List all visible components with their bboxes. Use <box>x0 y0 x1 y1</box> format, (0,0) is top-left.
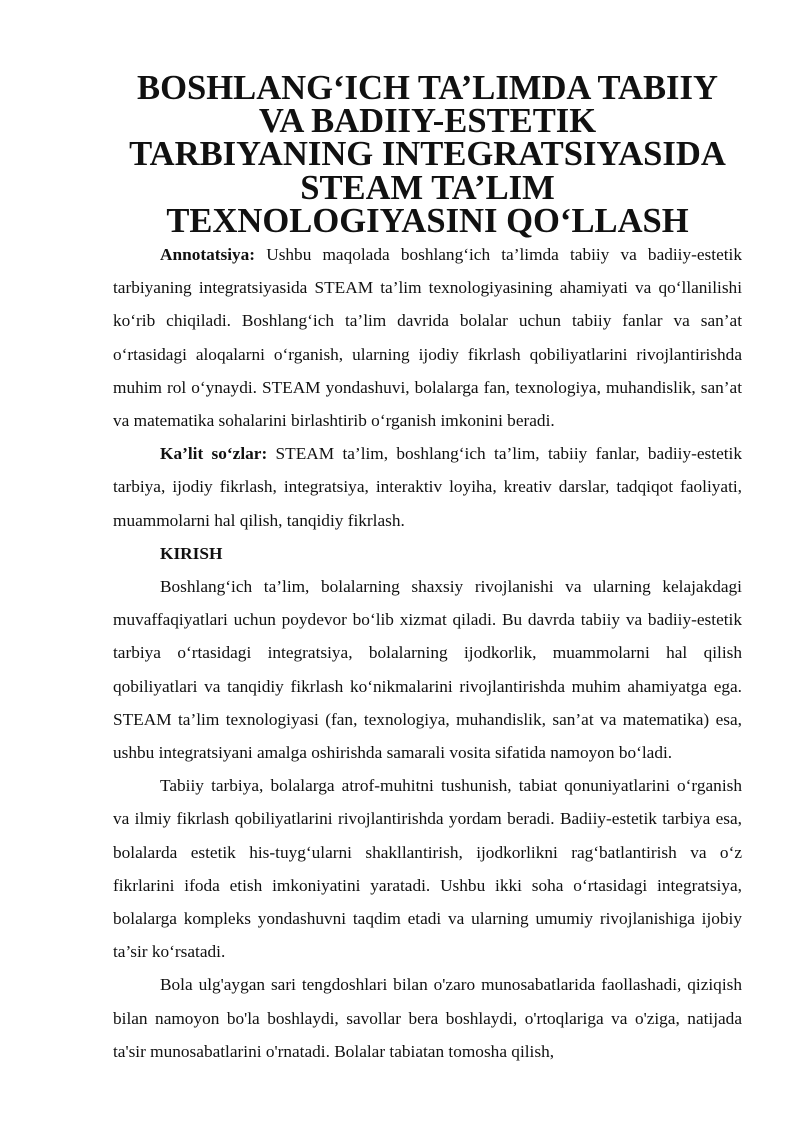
section-heading-introduction: KIRISH <box>160 543 223 563</box>
document-page <box>113 69 742 1068</box>
title-line-2: TARBIYANING INTEGRATSIYASIDA STEAM TA’LIM <box>129 135 726 207</box>
body-paragraph-2: Tabiiy tarbiya, bolalarga atrof-muhitni tushunish, tabiat qonuniyatlarini o‘rganish va ilmiy fikrlash qobiliyatlarini rivojlantirishda yordam beradi. Badiiy-estetik tarbiya esa, bolalarda estetik his-tuyg‘ularni shakllantirish, ijodkorlikni rag‘batlantirish va o‘z fikrlarini ifoda etish imkoniyatini yaratadi. Ushbu ikki soha o‘rtasidagi integratsiya, bolalarga kompleks yondashuvni taqdim etadi va ularning umumiy rivojlanishiga ijobiy ta’sir ko‘rsatadi. <box>113 776 742 962</box>
abstract-label: Annotatsiya: <box>160 245 256 265</box>
keywords-text: STEAM ta’lim, boshlang‘ich ta’lim, tabiiy fanlar, badiiy-estetik tarbiya, ijodiy fikrlash, integratsiya, interaktiv loyiha, kreativ darslar, tadqiqot faoliyati, muammolarni hal qilish, tanqidiy fikrlash. <box>113 444 742 530</box>
abstract-paragraph <box>113 238 742 437</box>
body-paragraph-3: Bola ulg'aygan sari tengdoshlari bilan o'zaro munosabatlarida faollashadi, qiziqish bilan namoyon bo'la boshlaydi, savollar bera boshlaydi, o'rtoqlariga va o'ziga, natijada ta'sir munosabatlarini o'rnatadi. Bolalar tabiatan tomosha qilish, <box>113 975 742 1061</box>
keywords-paragraph <box>113 437 742 537</box>
title-line-1: BOSHLANG‘ICH TA’LIMDA TABIIY VA BADIIY-ESTETIK <box>137 69 718 141</box>
paper-title <box>113 69 742 240</box>
body-paragraph-1: Boshlang‘ich ta’lim, bolalarning shaxsiy rivojlanishi va ularning kelajakdagi muvaffaqiyatlari uchun poydevor bo‘lib xizmat qiladi. Bu davrda tabiiy va badiiy-estetik tarbiya o‘rtasidagi integratsiya, bolalarning ijodkorlik, muammolarni hal qilish qobiliyatlari va tanqidiy fikrlash ko‘nikmalarini rivojlantirishda muhim ahamiyatga ega. STEAM ta’lim texnologiyasi (fan, texnologiya, muhandislik, san’at va matematika) esa, ushbu integratsiyani amalga oshirishda samarali vosita sifatida namoyon bo‘ladi. <box>113 577 742 763</box>
title-line-3: TEXNOLOGIYASINI QO‘LLASH <box>166 201 689 240</box>
keywords-label: Ka’lit so‘zlar: <box>160 444 268 464</box>
abstract-text: Ushbu maqolada boshlang‘ich ta’limda tabiiy va badiiy-estetik tarbiyaning integratsiyasida STEAM ta’lim texnologiyasining ahamiyati va qo‘llanilishi ko‘rib chiqiladi. Boshlang‘ich ta’lim davrida bolalar uchun tabiiy fanlar va san’at o‘rtasidagi aloqalarni o‘rganish, ularning ijodiy fikrlash qobiliyatlarini rivojlantirishda muhim rol o‘ynaydi. STEAM yondashuvi, bolalarga fan, texnologiya, muhandislik, san’at va matematika sohalarini birlashtirib o‘rganish imkonini beradi. <box>113 245 742 431</box>
